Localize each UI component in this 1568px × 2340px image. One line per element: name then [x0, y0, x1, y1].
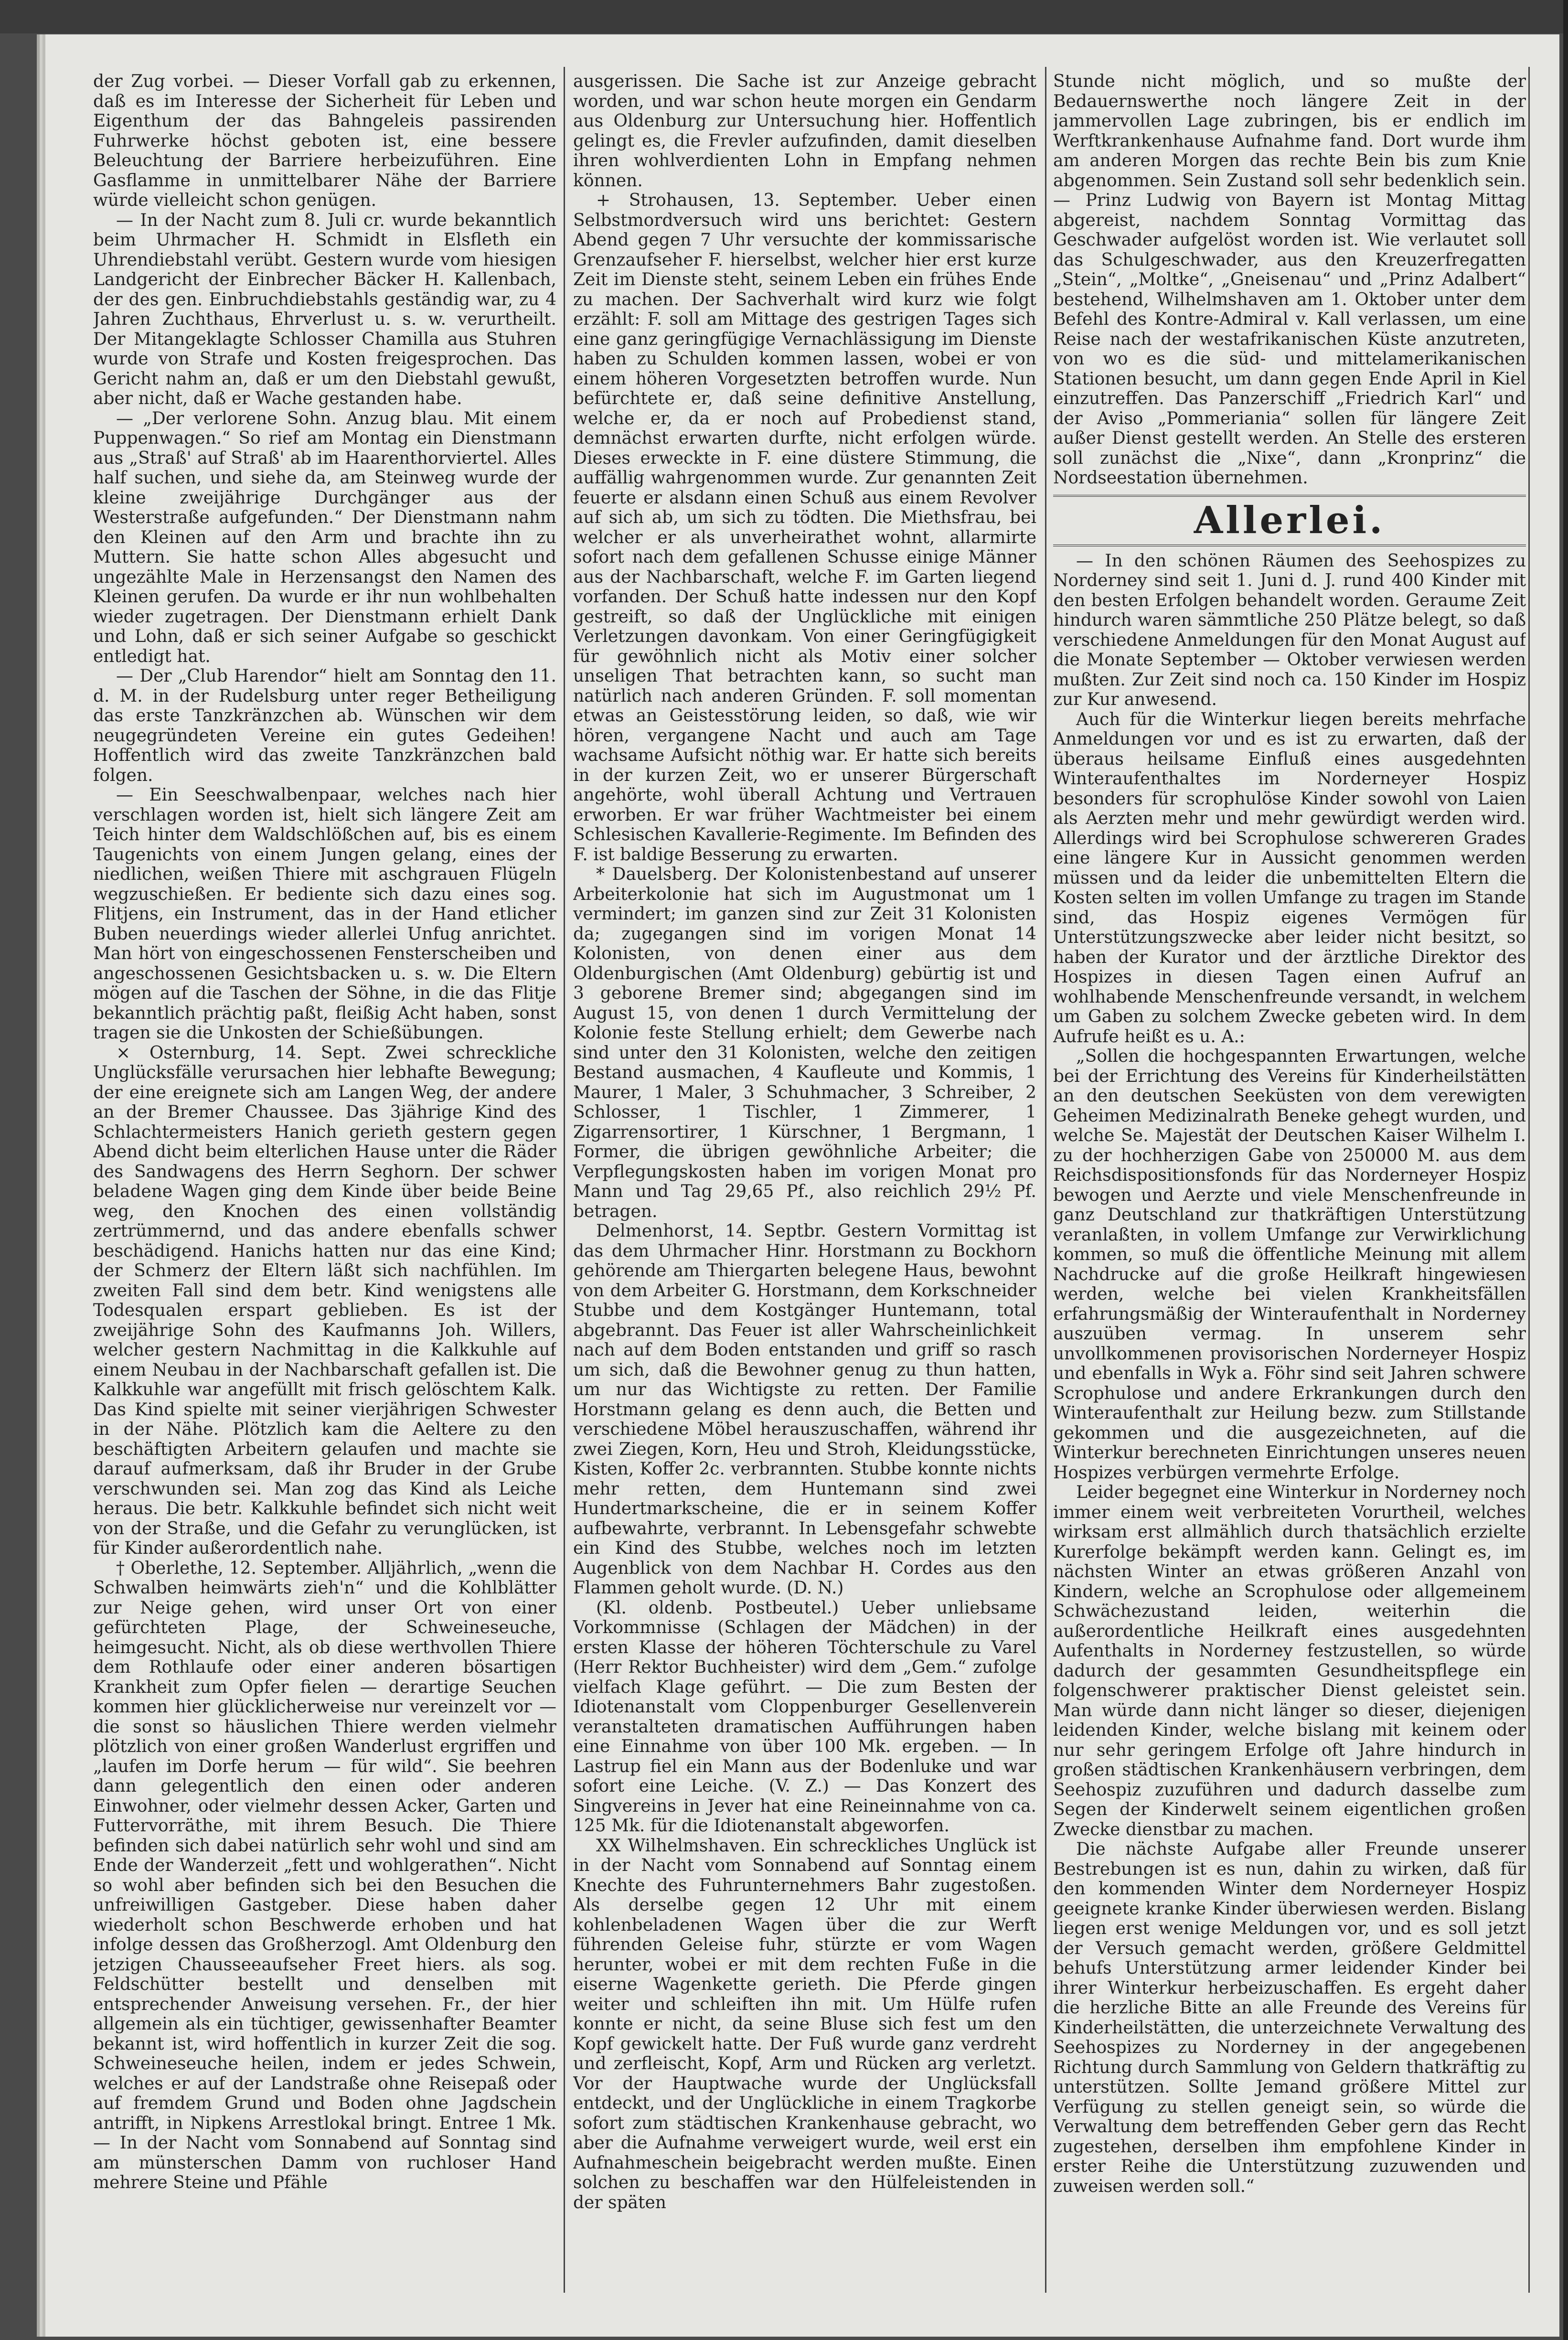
column-divider-2	[1045, 67, 1046, 2293]
section-heading-allerlei: Allerlei.	[1053, 495, 1526, 546]
article-paragraph: * Dauelsberg. Der Kolonistenbestand auf unserer Arbeiterkolonie hat sich im Augustmonat um 1 vermindert; im ganzen sind zur Zeit 31 Kolonisten da; zugegangen sind im vorigen Monat 14 Kolonisten, von denen einer aus dem Oldenburgischen (Amt Oldenburg) gebürtig ist und 3 geborene Bremer sind; abgegangen sind im August 15, von denen 1 durch Vermittelung der Kolonie feste Stellung erhielt; dem Gewerbe nach sind unter den 31 Kolonisten, welche den zeitigen Bestand ausmachen, 4 Kaufleute und Kommis, 1 Maurer, 1 Maler, 3 Schuhmacher, 3 Schreiber, 2 Schlosser, 1 Tischler, 1 Zimmerer, 1 Zigarrensortirer, 1 Kürschner, 1 Bergmann, 1 Former, die übrigen gewöhnliche Arbeiter; die Verpflegungskosten haben im vorigen Monat pro Mann und Tag 29,65 Pf., also reichlich 29½ Pf. betragen.	[573, 865, 1036, 1221]
article-paragraph: Die nächste Aufgabe aller Freunde unserer Bestrebungen ist es nun, dahin zu wirken, daß für den kommenden Winter dem Norderneyer Hospiz geeignete kranke Kinder überwiesen werden. Bislang liegen erst wenige Meldungen vor, und es soll jetzt der Versuch gemacht werden, größere Geldmittel behufs Unterstützung armer leidender Kinder bei ihrer Winterkur herbeizuschaffen. Es ergeht daher die herzliche Bitte an alle Freunde des Vereins für Kinderheilstätten, die unterzeichnete Verwaltung des Seehospizes zu Norderney in der angegebenen Richtung durch Sammlung von Geldern thatkräftig zu unterstützen. Sollte Jemand größere Mittel zur Verfügung zu stellen geneigt sein, so würde die Verwaltung dem betreffenden Geber gern das Recht zugestehen, derselben ihm empfohlene Kinder in erster Reihe die Unterstützung zuzuwenden und zuweisen werden soll.“	[1053, 1839, 1526, 2196]
article-paragraph: „Sollen die hochgespannten Erwartungen, welche bei der Errichtung des Vereins für Kinderheilstätten an den deutschen Seeküsten von dem verewigten Geheimen Medizinalrath Beneke gehegt wurden, und welche Se. Majestät der Deutschen Kaiser Wilhelm I. zu der hochherzigen Gabe von 250000 M. aus dem Reichsdispositionsfonds für das Norderneyer Hospiz bewogen und Aerzte und viele Menschenfreunde in ganz Deutschland zur thatkräftigen Unterstützung veranlaßten, in vollem Umfange zur Verwirklichung kommen, so muß die öffentliche Meinung mit allem Nachdrucke auf die große Heilkraft hingewiesen werden, welche bei vielen Krankheitsfällen erfahrungsmäßig der Winteraufenthalt in Norderney auszuüben vermag. In unserem sehr unvollkommenen provisorischen Norderneyer Hospiz und ebenfalls in Wyk a. Föhr sind seit Jahren schwere Scrophulose und andere Erkrankungen durch den Winteraufenthalt zur Heilung bezw. zum Stillstande gekommen und die ausgezeichneten, auf die Winterkur berechneten Einrichtungen unseres neuen Hospizes verbürgen vermehrte Erfolge.	[1053, 1047, 1526, 1483]
article-paragraph: ausgerissen. Die Sache ist zur Anzeige gebracht worden, und war schon heute morgen ein Gendarm aus Oldenburg zur Untersuchung hier. Hoffentlich gelingt es, die Frevler aufzufinden, damit dieselben ihren wohlverdienten Lohn in Empfang nehmen können.	[573, 72, 1036, 191]
article-paragraph: der Zug vorbei. — Dieser Vorfall gab zu erkennen, daß es im Interesse der Sicherheit für Leben und Eigenthum der das Bahngeleis passirenden Fuhrwerke höchst geboten ist, eine bessere Beleuchtung der Barriere herbeizuführen. Eine Gasflamme in unmittelbarer Nähe der Barriere würde vielleicht schon genügen.	[93, 72, 556, 210]
scan-right-edge	[1563, 0, 1568, 2340]
article-paragraph: Leider begegnet eine Winterkur in Norderney noch immer einem weit verbreiteten Vorurtheil, welches wirksam erst allmählich durch thatsächlich erzielte Kurerfolge bekämpft werden kann. Gelingt es, im nächsten Winter an etwas größeren Anzahl von Kindern, welche an Scrophulose oder allgemeinem Schwächezustand leiden, weiterhin die außerordentliche Heilkraft eines ausgedehnten Aufenthalts in Norderney festzustellen, so würde dadurch der gesammten Gesundheitspflege ein folgenschwerer praktischer Dienst geleistet sein. Man würde dann nicht länger so dieser, diejenigen leidenden Kinder, welche bislang mit keinem oder nur sehr geringem Erfolge oft Jahre hindurch in großen städtischen Krankenhäusern verbringen, dem Seehospiz zuzuführen und dadurch dasselbe zum Segen der Kinderwelt seinem eigentlichen großen Zwecke dienstbar zu machen.	[1053, 1483, 1526, 1839]
column-1	[93, 72, 556, 2278]
article-paragraph: (Kl. oldenb. Postbeutel.) Ueber unliebsame Vorkommnisse (Schlagen der Mädchen) in der ersten Klasse der höheren Töchterschule zu Varel (Herr Rektor Buchheister) wird dem „Gem.“ zufolge vielfach Klage geführt. — Die zum Besten der Idiotenanstalt vom Cloppenburger Gesellenverein veranstalteten dramatischen Aufführungen haben eine Einnahme von über 100 Mk. ergeben. — In Lastrup fiel ein Mann aus der Bodenluke und war sofort eine Leiche. (V. Z.) — Das Konzert des Singvereins in Jever hat eine Reineinnahme von ca. 125 Mk. für die Idiotenanstalt abgeworfen.	[573, 1598, 1036, 1836]
article-paragraph: — Der „Club Harendor“ hielt am Sonntag den 11. d. M. in der Rudelsburg unter reger Betheiligung das erste Tanzkränzchen ab. Wünschen wir dem neugegründeten Vereine ein gutes Gedeihen! Hoffentlich wird das zweite Tanzkränzchen bald folgen.	[93, 666, 556, 785]
article-paragraph: — In den schönen Räumen des Seehospizes zu Norderney sind seit 1. Juni d. J. rund 400 Kinder mit den besten Erfolgen behandelt worden. Geraume Zeit hindurch waren sämmtliche 250 Plätze belegt, so daß verschiedene Anmeldungen für den Monat August auf die Monate September — Oktober verwiesen werden mußten. Zur Zeit sind noch ca. 150 Kinder im Hospiz zur Kur anwesend.	[1053, 551, 1526, 709]
column-2	[573, 72, 1036, 2278]
article-paragraph: Stunde nicht möglich, und so mußte der Bedauernswerthe noch längere Zeit in der jammervollen Lage zubringen, bis er endlich im Werftkrankenhause Aufnahme fand. Dort wurde ihm am anderen Morgen das rechte Bein bis zum Knie abgenommen. Sein Zustand soll sehr bedenklich sein. — Prinz Ludwig von Bayern ist Montag Mittag abgereist, nachdem Sonntag Vormittag das Geschwader aufgelöst worden ist. Wie verlautet soll das Schulgeschwader, aus den Kreuzerfregatten „Stein“, „Moltke“, „Gneisenau“ und „Prinz Adalbert“ bestehend, Wilhelmshaven am 1. Oktober unter dem Befehl des Kontre-Admiral v. Kall verlassen, um eine Reise nach der westafrikanischen Küste anzutreten, von wo es die süd- und mittelamerikanischen Stationen besucht, um dann gegen Ende April in Kiel einzutreffen. Das Panzerschiff „Friedrich Karl“ und der Aviso „Pommeriania“ sollen für längere Zeit außer Dienst gestellt werden. An Stelle des ersteren soll zunächst die „Nixe“, dann „Kronprinz“ die Nordseestation übernehmen.	[1053, 72, 1526, 488]
article-paragraph: — Ein Seeschwalbenpaar, welches nach hier verschlagen worden ist, hielt sich längere Zeit am Teich hinter dem Waldschlößchen auf, bis es einem Taugenichts von einem Jungen gelang, eines der niedlichen, weißen Thiere mit aschgrauen Flügeln wegzuschießen. Er bediente sich dazu eines sog. Flitjens, ein Instrument, das in der Hand etlicher Buben neuerdings wieder allerlei Unfug anrichtet. Man hört von eingeschossenen Fensterscheiben und angeschossenen Gesichtsbacken u. s. w. Die Eltern mögen auf die Taschen der Söhne, in die das Flitje bekanntlich prächtig paßt, fleißig Acht haben, sonst tragen sie die Unkosten der Schießübungen.	[93, 785, 556, 1043]
article-paragraph: Auch für die Winterkur liegen bereits mehrfache Anmeldungen vor und es ist zu erwarten, daß der überaus heilsame Einfluß eines ausgedehnten Winteraufenthaltes im Norderneyer Hospiz besonders für scrophulöse Kinder sowohl von Laien als Aerzten mehr und mehr gewürdigt werden wird. Allerdings wird bei Scrophulose schwereren Grades eine längere Kur in Aussicht genommen werden müssen und da leider die unbemittelten Eltern die Kosten selten im vollen Umfange zu tragen im Stande sind, das Hospiz eigenes Vermögen für Unterstützungszwecke aber leider nicht besitzt, so haben der Kurator und der ärztliche Direktor des Hospizes in diesen Tagen einen Aufruf an wohlhabende Menschenfreunde versandt, in welchem um Gaben zu solchem Zwecke gebeten wird. In dem Aufrufe heißt es u. A.:	[1053, 709, 1526, 1047]
column-divider-1	[564, 67, 565, 2293]
article-paragraph: † Oberlethe, 12. September. Alljährlich, „wenn die Schwalben heimwärts zieh'n“ und die Kohlblätter zur Neige gehen, wird unser Ort von einer gefürchteten Plage, der Schweineseuche, heimgesucht. Nicht, als ob diese werthvollen Thiere dem Rothlaufe oder einer anderen bösartigen Krankheit zum Opfer fielen — derartige Seuchen kommen hier glücklicherweise nur vereinzelt vor — die sonst so häuslichen Thiere werden vielmehr plötzlich von einer großen Wanderlust ergriffen und „laufen im Dorfe herum — für wild“. Sie beehren dann gelegentlich den einen oder anderen Einwohner, oder vielmehr dessen Acker, Garten und Futtervorräthe, mit ihrem Besuch. Die Thiere befinden sich dabei natürlich sehr wohl und sind am Ende der Wanderzeit „fett und wohlgerathen“. Nicht so wohl aber befinden sich bei den Besuchen die unfreiwilligen Gastgeber. Diese haben daher wiederholt schon Beschwerde erhoben und hat infolge dessen das Großherzogl. Amt Oldenburg den jetzigen Chausseeaufseher Freet hiers. als sog. Feldschütter bestellt und denselben mit entsprechender Anweisung versehen. Fr., der hier allgemein als ein tüchtiger, gewissenhafter Beamter bekannt ist, wird hoffentlich in kurzer Zeit die sog. Schweineseuche heilen, indem er jedes Schwein, welches er auf der Landstraße ohne Reisepaß oder auf fremdem Grund und Boden ohne Jagdschein antrifft, in Nipkens Arrestlokal bringt. Entree 1 Mk. — In der Nacht vom Sonnabend auf Sonntag sind am münsterschen Damm von ruchloser Hand mehrere Steine und Pfähle	[93, 1558, 556, 2192]
article-paragraph: + Strohausen, 13. September. Ueber einen Selbstmordversuch wird uns berichtet: Gestern Abend gegen 7 Uhr versuchte der kommissarische Grenzaufseher F. hierselbst, welcher hier erst kurze Zeit im Dienste steht, seinem Leben ein frühes Ende zu machen. Der Sachverhalt wird kurz wie folgt erzählt: F. soll am Mittage des gestrigen Tages sich eine ganz geringfügige Vernachlässigung im Dienste haben zu Schulden kommen lassen, wobei er von einem höheren Vorgesetzten betroffen wurde. Nun befürchtete er, daß seine definitive Anstellung, welche er, da er noch auf Probedienst stand, demnächst erwarten durfte, nicht erfolgen würde. Dieses erweckte in F. eine düstere Stimmung, die auffällig wahrgenommen wurde. Zur genannten Zeit feuerte er alsdann einen Schuß aus einem Revolver auf sich ab, um sich zu tödten. Die Miethsfrau, bei welcher er als unverheirathet wohnt, allarmirte sofort nach dem gefallenen Schusse einige Männer aus der Nachbarschaft, welche F. im Garten liegend vorfanden. Der Schuß hatte indessen nur den Kopf gestreift, so daß der Unglückliche mit einigen Verletzungen davonkam. Von einer Geringfügigkeit für gewöhnlich nicht als Motiv einer solcher unseligen That betrachten kann, so sucht man natürlich nach anderen Gründen. F. soll momentan etwas an Geistesstörung leiden, so daß, wie wir hören, vergangene Nacht und auch am Tage wachsame Aufsicht nöthig war. Er hatte sich bereits in der kurzen Zeit, wo er unserer Bürgerschaft angehörte, wohl überall Achtung und Vertrauen erworben. Er war früher Wachtmeister bei einem Schlesischen Kavallerie-Regimente. Im Befinden des F. ist baldige Besserung zu erwarten.	[573, 191, 1036, 865]
article-paragraph: — In der Nacht zum 8. Juli cr. wurde bekanntlich beim Uhrmacher H. Schmidt in Elsfleth ein Uhrendiebstahl verübt. Gestern wurde vom hiesigen Landgericht der Einbrecher Bäcker H. Kallenbach, der des gen. Einbruchdiebstahls geständig war, zu 4 Jahren Zuchthaus, Ehrverlust u. s. w. verurtheilt. Der Mitangeklagte Schlosser Chamilla aus Stuhren wurde von Strafe und Kosten freigesprochen. Das Gericht nahm an, daß er um den Diebstahl gewußt, aber nicht, daß er Wache gestanden habe.	[93, 210, 556, 408]
scan-background	[0, 0, 1568, 33]
article-paragraph: Delmenhorst, 14. Septbr. Gestern Vormittag ist das dem Uhrmacher Hinr. Horstmann zu Bockhorn gehörende am Thiergarten belegene Haus, bewohnt von dem Arbeiter G. Horstmann, dem Korkschneider Stubbe und dem Kostgänger Huntemann, total abgebrannt. Das Feuer ist aller Wahrscheinlichkeit nach auf dem Boden entstanden und griff so rasch um sich, daß die Bewohner genug zu thun hatten, um nur das Wichtigste zu retten. Der Familie Horstmann gelang es denn auch, die Betten und verschiedene Möbel herauszuschaffen, während ihr zwei Ziegen, Korn, Heu und Stroh, Kleidungsstücke, Kisten, Koffer 2c. verbrannten. Stubbe konnte nichts mehr retten, dem Huntemann sind zwei Hundertmarkscheine, die er in seinem Koffer aufbewahrte, verbrannt. In Lebensgefahr schwebte ein Kind des Stubbe, welches noch im letzten Augenblick von dem Nachbar H. Cordes aus den Flammen geholt wurde. (D. N.)	[573, 1221, 1036, 1598]
article-paragraph: × Osternburg, 14. Sept. Zwei schreckliche Unglücksfälle verursachen hier lebhafte Bewegung; der eine ereignete sich am Langen Weg, der andere an der Bremer Chaussee. Das 3jährige Kind des Schlachtermeisters Hanich gerieth gestern gegen Abend dicht beim elterlichen Hause unter die Räder des Sandwagens des Herrn Seghorn. Der schwer beladene Wagen ging dem Kinde über beide Beine weg, den Knochen des einen vollständig zertrümmernd, und das andere ebenfalls schwer beschädigend. Hanichs hatten nur das eine Kind; der Schmerz der Eltern läßt sich nachfühlen. Im zweiten Fall sind dem betr. Kind wenigstens alle Todesqualen erspart geblieben. Es ist der zweijährige Sohn des Kaufmanns Joh. Willers, welcher gestern Nachmittag in die Kalkkuhle auf einem Neubau in der Nachbarschaft gefallen ist. Die Kalkkuhle war angefüllt mit frisch gelöschtem Kalk. Das Kind spielte mit seiner vierjährigen Schwester in der Nähe. Plötzlich kam die Aeltere zu den beschäftigten Arbeitern gelaufen und machte sie darauf aufmerksam, daß ihr Bruder in der Grube verschwunden sei. Man zog das Kind als Leiche heraus. Die betr. Kalkkuhle befindet sich nicht weit von der Straße, und die Gefahr zu verunglücken, ist für Kinder außerordentlich nahe.	[93, 1043, 556, 1558]
article-paragraph: — „Der verlorene Sohn. Anzug blau. Mit einem Puppenwagen.“ So rief am Montag ein Dienstmann aus „Straß' auf Straß' ab im Haarenthorviertel. Alles half suchen, und siehe da, am Steinweg wurde der kleine zweijährige Durchgänger aus der Westerstraße aufgefunden.“ Der Dienstmann nahm den Kleinen auf den Arm und brachte ihn zu Muttern. Sie hatte schon Alles abgesucht und ungezählte Male in Herzensangst den Namen des Kleinen gerufen. Da wurde er ihr nun wohlbehalten wieder zugetragen. Der Dienstmann erhielt Dank und Lohn, daß er sich seiner Aufgabe so geschickt entledigt hat.	[93, 408, 556, 666]
page-right-border	[1528, 67, 1530, 2293]
article-paragraph: XX Wilhelmshaven. Ein schreckliches Unglück ist in der Nacht vom Sonnabend auf Sonntag einem Knechte des Fuhrunternehmers Bahr zugestoßen. Als derselbe gegen 12 Uhr mit einem kohlenbeladenen Wagen über die zur Werft führenden Geleise fuhr, stürzte er vom Wagen herunter, wobei er mit dem rechten Fuße in die eiserne Wagenkette gerieth. Die Pferde gingen weiter und schleiften ihn mit. Um Hülfe rufen konnte er nicht, da seine Bluse sich fest um den Kopf gewickelt hatte. Der Fuß wurde ganz verdreht und zerfleischt, Kopf, Arm und Rücken arg verletzt. Vor der Hauptwache wurde der Unglücksfall entdeckt, und der Unglückliche in einem Tragkorbe sofort zum städtischen Krankenhause gebracht, wo aber die Aufnahme verweigert wurde, weil erst ein Aufnahmeschein beigebracht werden mußte. Einen solchen zu beschaffen war den Hülfeleistenden in der späten	[573, 1836, 1036, 2212]
column-3	[1053, 72, 1526, 2278]
